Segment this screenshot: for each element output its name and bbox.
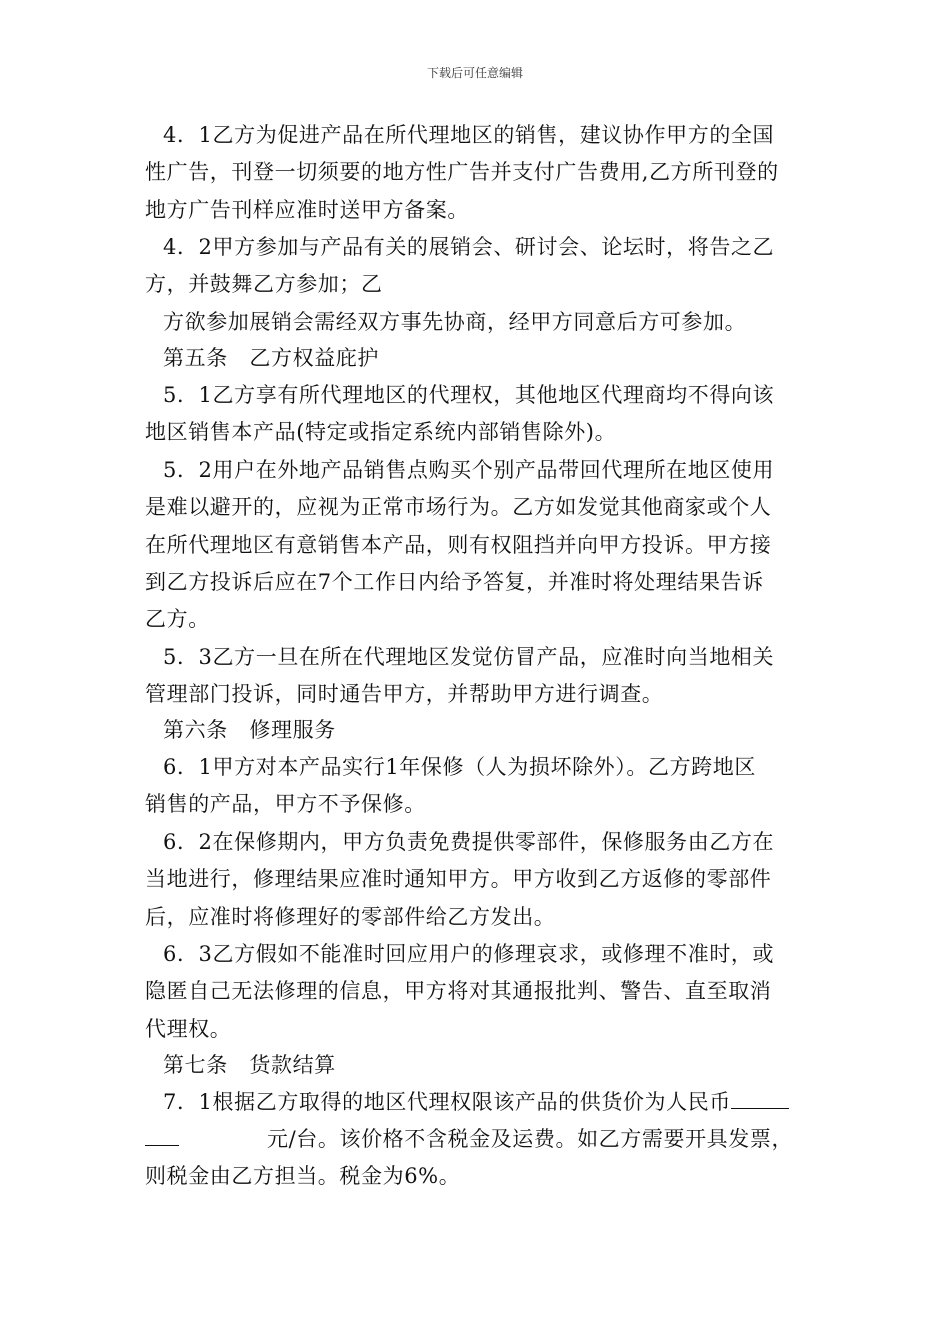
section-heading: 第六条 修理服务 [163,718,336,742]
paragraph-line: 5．1乙方享有所代理地区的代理权，其他地区代理商均不得向该 [163,383,775,407]
paragraph-line: 6．1甲方对本产品实行1年保修（人为损坏除外）。乙方跨地区 [163,755,756,779]
paragraph-line: 代理权。 [145,1017,232,1041]
paragraph-line: 4．2甲方参加与产品有关的展销会、研讨会、论坛时，将告之乙 [163,235,775,259]
paragraph-text: 7．1根据乙方取得的地区代理权限该产品的供货价为人民币 [163,1090,731,1114]
paragraph-line [145,1125,793,1153]
paragraph-line: 隐匿自己无法修理的信息，甲方将对其通报批判、警告、直至取消 [145,979,772,1003]
paragraph-line: 乙方。 [145,607,210,631]
paragraph-line: 是难以避开的，应视为正常市场行为。乙方如发觉其他商家或个人 [145,495,772,519]
paragraph-line: 性广告，刊登一切须要的地方性广告并支付广告费用,乙方所刊登的 [145,160,779,184]
section-heading: 第五条 乙方权益庇护 [163,346,379,370]
paragraph-line: 管理部门投诉，同时通告甲方，并帮助甲方进行调查。 [145,682,664,706]
paragraph-line: 地区销售本产品(特定或指定系统内部销售除外)。 [145,420,617,444]
paragraph-line: 当地进行，修理结果应准时通知甲方。甲方收到乙方返修的零部件 [145,867,772,891]
paragraph-line: 地方广告刊样应准时送甲方备案。 [145,198,469,222]
price-blank [731,1088,789,1109]
paragraph-line: 销售的产品，甲方不予保修。 [145,792,426,816]
paragraph-line: 则税金由乙方担当。税金为6%。 [145,1164,461,1188]
page-header: 下载后可任意编辑 [426,66,523,80]
paragraph-line: 6．2在保修期内，甲方负责免费提供零部件，保修服务由乙方在 [163,830,775,854]
paragraph-line: 到乙方投诉后应在7个工作日内给予答复，并准时将处理结果告诉 [145,570,764,594]
paragraph-line: 5．2用户在外地产品销售点购买个别产品带回代理所在地区使用 [163,458,775,482]
paragraph-line: 4．1乙方为促进产品在所代理地区的销售，建议协作甲方的全国 [163,123,775,147]
paragraph-line: 在所代理地区有意销售本产品，则有权阻挡并向甲方投诉。甲方接 [145,533,772,557]
paragraph-line [163,1088,789,1116]
paragraph-line: 6．3乙方假如不能准时回应用户的修理哀求，或修理不准时，或 [163,942,775,966]
section-heading: 第七条 货款结算 [163,1053,336,1077]
paragraph-line: 方欲参加展销会需经双方事先协商，经甲方同意后方可参加。 [163,310,747,334]
paragraph-line: 方，并鼓舞乙方参加；乙 [145,272,383,296]
paragraph-text: 元/台。该价格不含税金及运费。如乙方需要开具发票， [267,1127,794,1151]
paragraph-line: 后，应准时将修理好的零部件给乙方发出。 [145,905,556,929]
paragraph-line: 5．3乙方一旦在所在代理地区发觉仿冒产品，应准时向当地相关 [163,645,775,669]
price-blank-continued [145,1125,179,1146]
